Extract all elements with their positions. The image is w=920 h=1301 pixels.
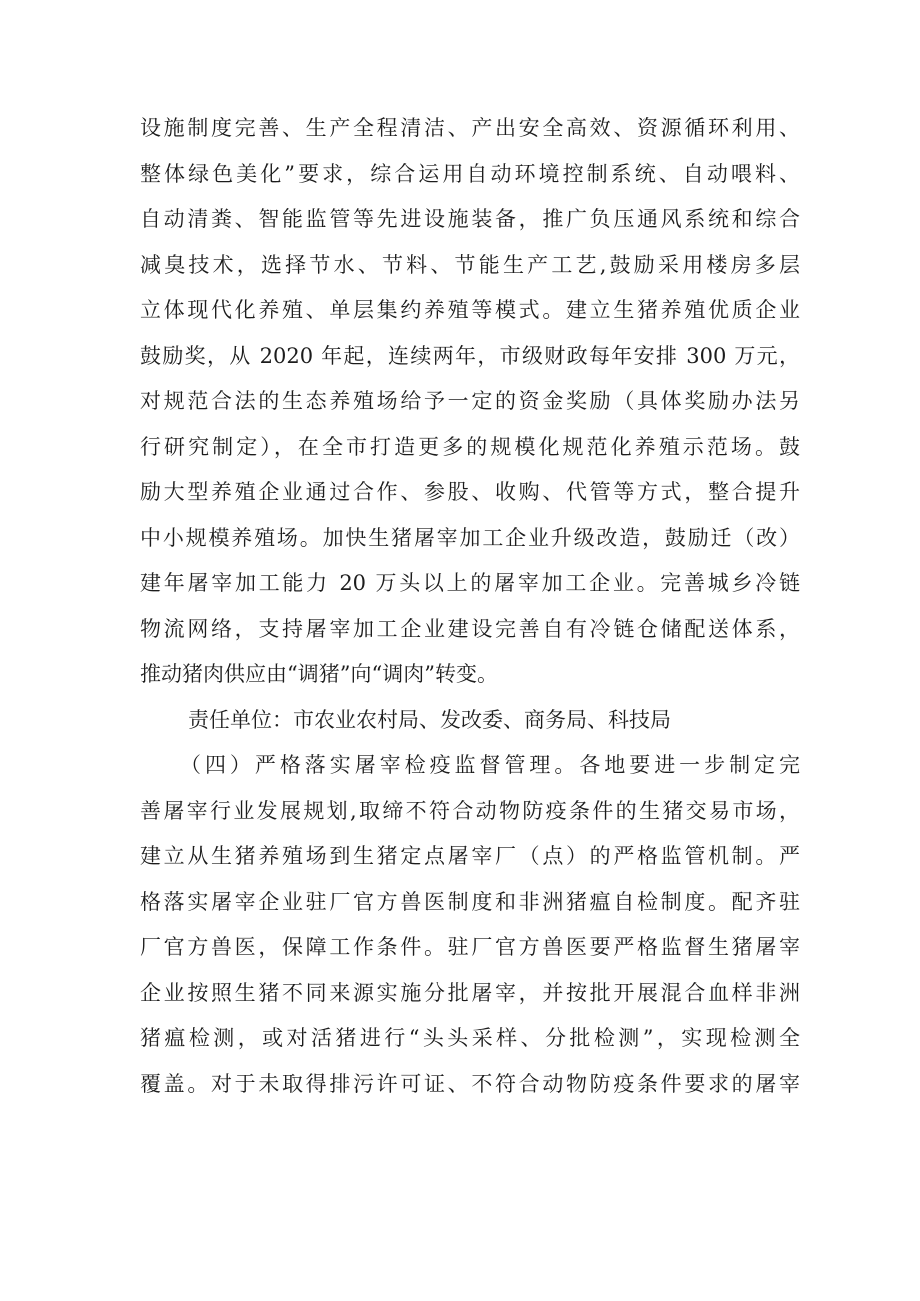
- responsibility-line: 责任单位：市农业农村局、发改委、商务局、科技局: [188, 707, 671, 732]
- text-line: 行研究制定），在全市打造更多的规模化规范化养殖示范场。鼓: [140, 434, 800, 459]
- text-line: 善屠宰行业发展规划,取缔不符合动物防疫条件的生猪交易市场，: [140, 798, 800, 823]
- text-line: 建立从生猪养殖场到生猪定点屠宰厂（点）的严格监管机制。严: [140, 844, 800, 868]
- text-line: 推动猪肉供应由“调猪”向“调肉”转变。: [140, 662, 498, 686]
- text-line: 自动清粪、智能监管等先进设施装备，推广负压通风系统和综合: [140, 207, 800, 231]
- text-line: 对规范合法的生态养殖场给予一定的资金奖励（具体奖励办法另: [140, 389, 800, 413]
- text-line: 猪瘟检测，或对活猪进行“头头采样、分批检测”，实现检测全: [140, 1026, 800, 1050]
- text-line: 企业按照生猪不同来源实施分批屠宰，并按批开展混合血样非洲: [140, 980, 800, 1005]
- text-line: 立体现代化养殖、单层集约养殖等模式。建立生猪养殖优质企业: [140, 298, 800, 322]
- text-line: 格落实屠宰企业驻厂官方兽医制度和非洲猪瘟自检制度。配齐驻: [140, 889, 800, 914]
- text-line: 整体绿色美化”要求，综合运用自动环境控制系统、自动喂料、: [140, 161, 800, 186]
- text-line: 减臭技术，选择节水、节料、节能生产工艺,鼓励采用楼房多层: [140, 252, 800, 277]
- text-line: 覆盖。对于未取得排污许可证、不符合动物防疫条件要求的屠宰: [140, 1071, 800, 1096]
- text-line: 建年屠宰加工能力 20 万头以上的屠宰加工企业。完善城乡冷链: [140, 571, 800, 595]
- document-body: [140, 106, 800, 1107]
- text-line: 励大型养殖企业通过合作、参股、收购、代管等方式，整合提升: [140, 480, 800, 504]
- text-line: 物流网络，支持屠宰加工企业建设完善自有冷链仓储配送体系，: [140, 616, 800, 641]
- text-line: 厂官方兽医，保障工作条件。驻厂官方兽医要严格监督生猪屠宰: [140, 935, 800, 959]
- text-line: 鼓励奖，从 2020 年起，连续两年，市级财政每年安排 300 万元，: [140, 343, 800, 368]
- paragraph-facility-upgrade: [140, 106, 800, 698]
- section-heading-line: （四）严格落实屠宰检疫监督管理。各地要进一步制定完: [180, 753, 800, 777]
- text-line: 中小规模养殖场。加快生猪屠宰加工企业升级改造，鼓励迁（改）: [140, 525, 800, 550]
- text-line: 设施制度完善、生产全程清洁、产出安全高效、资源循环利用、: [140, 116, 800, 140]
- section-four-slaughter-supervision: [140, 743, 800, 1107]
